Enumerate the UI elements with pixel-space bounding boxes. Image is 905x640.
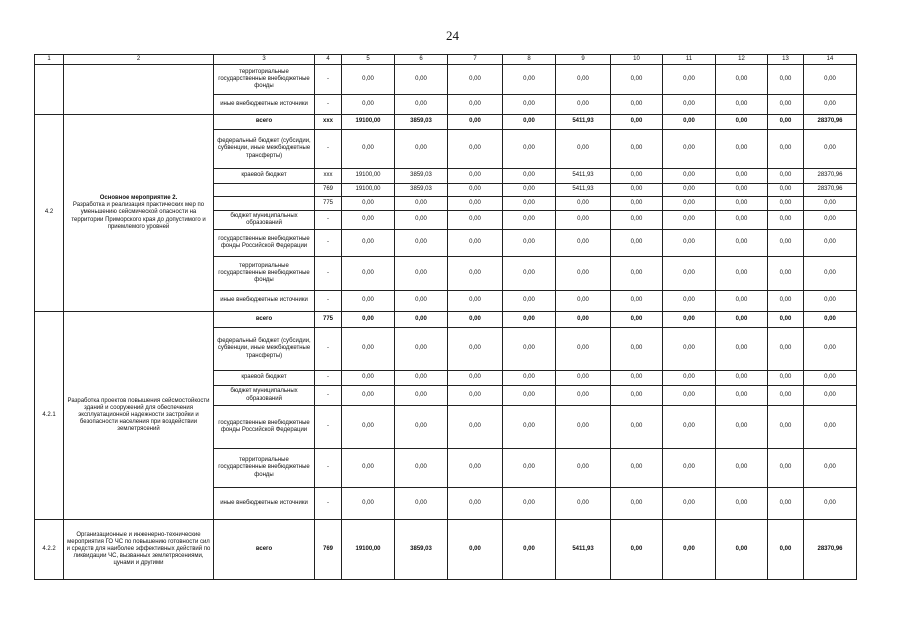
column-header-7: 7 bbox=[448, 55, 503, 65]
amount-cell bbox=[768, 115, 804, 130]
amount-value: 775 bbox=[322, 315, 333, 322]
amount-cell: 0,00 bbox=[663, 386, 716, 406]
amount-value: 0,00 bbox=[362, 315, 374, 322]
amount-cell: 0,00 bbox=[448, 291, 503, 312]
amount-cell: 0,00 bbox=[448, 211, 503, 230]
amount-value: 0,00 bbox=[824, 315, 836, 322]
amount-value: 0,00 bbox=[779, 315, 792, 322]
amount-cell bbox=[448, 115, 503, 130]
amount-cell bbox=[716, 115, 768, 130]
column-header-4: 4 bbox=[315, 55, 342, 65]
amount-cell: 0,00 bbox=[395, 257, 448, 291]
amount-value: 3859,03 bbox=[410, 118, 432, 125]
header-row bbox=[35, 55, 857, 65]
amount-cell: 0,00 bbox=[448, 406, 503, 449]
funding-source: краевой бюджет bbox=[214, 169, 315, 184]
amount-cell: 0,00 bbox=[716, 95, 768, 115]
funding-source: иные внебюджетные источники bbox=[214, 291, 315, 312]
amount-cell: 0,00 bbox=[556, 257, 611, 291]
amount-value: 0,00 bbox=[735, 545, 748, 552]
amount-cell: 0,00 bbox=[768, 184, 804, 197]
amount-cell: 0,00 bbox=[448, 169, 503, 184]
activity-description bbox=[64, 520, 214, 580]
amount-cell: 0,00 bbox=[611, 211, 663, 230]
amount-value: 0,00 bbox=[735, 315, 748, 322]
amount-cell: 0,00 bbox=[611, 169, 663, 184]
amount-cell bbox=[611, 312, 663, 328]
budget-table bbox=[34, 54, 857, 580]
amount-value: 0,00 bbox=[469, 545, 481, 552]
column-header-12: 12 bbox=[716, 55, 768, 65]
amount-cell bbox=[503, 115, 556, 130]
amount-cell: 0,00 bbox=[503, 197, 556, 211]
amount-cell: 0,00 bbox=[503, 406, 556, 449]
amount-cell: 0,00 bbox=[716, 371, 768, 386]
row-code: 4.2.2 bbox=[35, 520, 64, 580]
amount-cell: 0,00 bbox=[716, 291, 768, 312]
budget-code-cell bbox=[315, 312, 342, 328]
amount-cell: 0,00 bbox=[342, 406, 395, 449]
activity-description bbox=[64, 312, 214, 520]
column-header-3: 3 bbox=[214, 55, 315, 65]
amount-cell: 0,00 bbox=[342, 65, 395, 95]
amount-value: 0,00 bbox=[523, 545, 535, 552]
amount-cell: 0,00 bbox=[768, 406, 804, 449]
amount-cell bbox=[342, 520, 395, 580]
amount-cell: 0,00 bbox=[663, 230, 716, 257]
amount-cell: 0,00 bbox=[556, 371, 611, 386]
budget-code-cell: - bbox=[315, 230, 342, 257]
amount-cell: 0,00 bbox=[804, 488, 857, 520]
budget-code-cell bbox=[315, 520, 342, 580]
column-header-6: 6 bbox=[395, 55, 448, 65]
amount-cell: 0,00 bbox=[556, 130, 611, 169]
amount-cell: 0,00 bbox=[663, 257, 716, 291]
amount-cell: 0,00 bbox=[768, 257, 804, 291]
amount-cell: 0,00 bbox=[663, 291, 716, 312]
funding-source bbox=[214, 520, 315, 580]
amount-cell bbox=[768, 520, 804, 580]
budget-code-cell: - bbox=[315, 211, 342, 230]
amount-cell: 0,00 bbox=[342, 197, 395, 211]
funding-source: государственные внебюджетные фонды Российской Федерации bbox=[214, 230, 315, 257]
amount-cell: 0,00 bbox=[611, 449, 663, 488]
amount-cell: 0,00 bbox=[556, 488, 611, 520]
amount-cell: 0,00 bbox=[342, 386, 395, 406]
amount-value: 28370,96 bbox=[817, 545, 843, 552]
column-header-9: 9 bbox=[556, 55, 611, 65]
amount-cell: 0,00 bbox=[342, 371, 395, 386]
amount-cell: 0,00 bbox=[342, 230, 395, 257]
funding-source: краевой бюджет bbox=[214, 371, 315, 386]
amount-cell: 0,00 bbox=[448, 184, 503, 197]
amount-cell: 0,00 bbox=[556, 449, 611, 488]
amount-cell: 0,00 bbox=[395, 211, 448, 230]
amount-cell: 5411,93 bbox=[556, 184, 611, 197]
amount-cell: 0,00 bbox=[556, 211, 611, 230]
amount-value: 0,00 bbox=[469, 118, 481, 125]
amount-value: 0,00 bbox=[683, 545, 695, 552]
amount-cell: 0,00 bbox=[663, 184, 716, 197]
amount-cell: 0,00 bbox=[556, 95, 611, 115]
budget-code-cell bbox=[315, 115, 342, 130]
budget-code-cell: - bbox=[315, 130, 342, 169]
amount-cell: 0,00 bbox=[611, 230, 663, 257]
table-row bbox=[35, 115, 857, 130]
amount-cell: 3859,03 bbox=[395, 169, 448, 184]
amount-value: 0,00 bbox=[683, 315, 695, 322]
amount-cell: 0,00 bbox=[716, 130, 768, 169]
amount-cell bbox=[556, 115, 611, 130]
amount-value: 0,00 bbox=[735, 118, 748, 125]
funding-source-label: всего bbox=[255, 118, 273, 125]
amount-cell bbox=[611, 520, 663, 580]
amount-cell: 0,00 bbox=[768, 65, 804, 95]
amount-cell bbox=[395, 312, 448, 328]
amount-cell: 0,00 bbox=[663, 211, 716, 230]
amount-cell: 0,00 bbox=[342, 488, 395, 520]
amount-cell: 0,00 bbox=[804, 449, 857, 488]
amount-cell: 0,00 bbox=[804, 291, 857, 312]
amount-cell: 0,00 bbox=[503, 184, 556, 197]
amount-cell bbox=[556, 312, 611, 328]
row-code: 4.2 bbox=[35, 115, 64, 312]
amount-cell: 0,00 bbox=[448, 230, 503, 257]
amount-cell: 0,00 bbox=[611, 95, 663, 115]
amount-value: 0,00 bbox=[630, 545, 643, 552]
amount-cell: 0,00 bbox=[556, 230, 611, 257]
funding-source bbox=[214, 115, 315, 130]
amount-value: 0,00 bbox=[415, 315, 427, 322]
amount-cell: 0,00 bbox=[448, 488, 503, 520]
amount-cell: 0,00 bbox=[395, 488, 448, 520]
amount-cell: 0,00 bbox=[503, 95, 556, 115]
amount-cell: 0,00 bbox=[611, 130, 663, 169]
row-code: 4.2.1 bbox=[35, 312, 64, 520]
funding-source bbox=[214, 197, 315, 211]
amount-cell bbox=[804, 312, 857, 328]
amount-cell: 0,00 bbox=[716, 197, 768, 211]
funding-source: федеральный бюджет (субсидии, субвенции, иные межбюджетные трансферты) bbox=[214, 130, 315, 169]
amount-cell bbox=[448, 312, 503, 328]
amount-cell: 0,00 bbox=[768, 328, 804, 371]
amount-cell: 0,00 bbox=[503, 371, 556, 386]
amount-cell: 0,00 bbox=[768, 197, 804, 211]
amount-cell: 0,00 bbox=[716, 257, 768, 291]
amount-cell: 0,00 bbox=[503, 328, 556, 371]
amount-cell: 0,00 bbox=[556, 197, 611, 211]
column-header-8: 8 bbox=[503, 55, 556, 65]
amount-cell: 19100,00 bbox=[342, 169, 395, 184]
funding-source: бюджет муниципальных образований bbox=[214, 386, 315, 406]
amount-cell: 0,00 bbox=[611, 371, 663, 386]
amount-cell bbox=[804, 520, 857, 580]
amount-cell: 0,00 bbox=[768, 95, 804, 115]
amount-cell: 0,00 bbox=[663, 488, 716, 520]
amount-cell: 0,00 bbox=[448, 449, 503, 488]
amount-cell bbox=[716, 520, 768, 580]
amount-cell: 0,00 bbox=[804, 65, 857, 95]
amount-cell: 0,00 bbox=[395, 95, 448, 115]
budget-code-cell: - bbox=[315, 371, 342, 386]
amount-cell: 0,00 bbox=[663, 406, 716, 449]
amount-cell: 0,00 bbox=[768, 130, 804, 169]
amount-cell: 3859,03 bbox=[395, 184, 448, 197]
budget-code-cell: - bbox=[315, 291, 342, 312]
budget-code-cell: - bbox=[315, 488, 342, 520]
amount-value: 0,00 bbox=[779, 118, 792, 125]
column-header-13: 13 bbox=[768, 55, 804, 65]
table-row bbox=[35, 65, 857, 95]
amount-cell bbox=[395, 520, 448, 580]
amount-cell: 0,00 bbox=[768, 291, 804, 312]
amount-cell: 0,00 bbox=[768, 449, 804, 488]
amount-cell: 0,00 bbox=[342, 328, 395, 371]
amount-cell: 0,00 bbox=[395, 130, 448, 169]
amount-cell: 0,00 bbox=[611, 184, 663, 197]
amount-cell: 0,00 bbox=[611, 257, 663, 291]
amount-cell: 0,00 bbox=[448, 257, 503, 291]
page-number: 24 bbox=[446, 28, 459, 43]
budget-code-cell: - bbox=[315, 328, 342, 371]
amount-cell: 0,00 bbox=[448, 65, 503, 95]
amount-cell: 0,00 bbox=[503, 449, 556, 488]
row-code bbox=[35, 65, 64, 115]
amount-cell: 0,00 bbox=[611, 406, 663, 449]
funding-source: федеральный бюджет (субсидии, субвенции, иные межбюджетные трансферты) bbox=[214, 328, 315, 371]
amount-cell bbox=[768, 312, 804, 328]
table-row bbox=[35, 312, 857, 328]
amount-cell: 0,00 bbox=[342, 130, 395, 169]
funding-source bbox=[214, 312, 315, 328]
column-header-5: 5 bbox=[342, 55, 395, 65]
amount-cell: 0,00 bbox=[503, 211, 556, 230]
amount-cell: 0,00 bbox=[716, 406, 768, 449]
activity-text: Организационные и инженерно-технические мероприятия ГО ЧС по повышению готовности сил и средств для наиболее эффективных действий по ликвидации ЧС, вызванных землетрясениями, цунами и другими bbox=[66, 531, 211, 567]
amount-value: 3859,03 bbox=[410, 545, 432, 552]
amount-cell: 0,00 bbox=[663, 449, 716, 488]
amount-value: 5411,93 bbox=[572, 118, 594, 125]
budget-code-cell: 769 bbox=[315, 184, 342, 197]
funding-source: иные внебюджетные источники bbox=[214, 95, 315, 115]
budget-code-cell: - bbox=[315, 406, 342, 449]
amount-cell: 28370,96 bbox=[804, 169, 857, 184]
amount-cell: 0,00 bbox=[804, 211, 857, 230]
amount-cell bbox=[503, 520, 556, 580]
funding-source-label: всего bbox=[255, 545, 273, 552]
amount-cell: 0,00 bbox=[395, 65, 448, 95]
activity-text: Разработка и реализация практических мер по уменьшению сейсмической опасности на территории Приморского края до допустимого и приемлемого уровней bbox=[71, 202, 206, 230]
amount-cell: 0,00 bbox=[556, 386, 611, 406]
funding-source: бюджет муниципальных образований bbox=[214, 211, 315, 230]
activity-title: Основное мероприятие 2. bbox=[99, 195, 178, 202]
amount-cell: 0,00 bbox=[342, 257, 395, 291]
amount-value: 19100,00 bbox=[355, 118, 381, 125]
amount-cell: 0,00 bbox=[663, 371, 716, 386]
table-body bbox=[35, 65, 857, 580]
amount-cell: 0,00 bbox=[716, 230, 768, 257]
amount-cell: 0,00 bbox=[804, 130, 857, 169]
amount-cell: 0,00 bbox=[716, 169, 768, 184]
amount-cell: 0,00 bbox=[611, 488, 663, 520]
amount-cell: 0,00 bbox=[768, 488, 804, 520]
amount-cell: 0,00 bbox=[768, 371, 804, 386]
amount-cell bbox=[342, 115, 395, 130]
amount-cell: 0,00 bbox=[556, 291, 611, 312]
amount-cell: 0,00 bbox=[768, 169, 804, 184]
amount-cell: 0,00 bbox=[395, 386, 448, 406]
amount-cell: 0,00 bbox=[342, 449, 395, 488]
amount-cell: 0,00 bbox=[663, 95, 716, 115]
funding-source-label: всего bbox=[255, 315, 273, 322]
amount-value: 5411,93 bbox=[572, 545, 594, 552]
funding-source: иные внебюджетные источники bbox=[214, 488, 315, 520]
amount-cell bbox=[395, 115, 448, 130]
amount-cell: 0,00 bbox=[804, 386, 857, 406]
amount-cell: 28370,96 bbox=[804, 184, 857, 197]
amount-cell: 0,00 bbox=[804, 197, 857, 211]
amount-cell: 0,00 bbox=[804, 257, 857, 291]
funding-source: территориальные государственные внебюджетные фонды bbox=[214, 449, 315, 488]
amount-cell: 0,00 bbox=[342, 291, 395, 312]
amount-cell: 5411,93 bbox=[556, 169, 611, 184]
amount-cell bbox=[556, 520, 611, 580]
amount-cell: 0,00 bbox=[663, 197, 716, 211]
amount-value: 0,00 bbox=[523, 315, 535, 322]
amount-value: 0,00 bbox=[683, 118, 695, 125]
amount-cell: 0,00 bbox=[503, 230, 556, 257]
amount-value: 0,00 bbox=[630, 315, 643, 322]
amount-cell: 0,00 bbox=[342, 95, 395, 115]
amount-cell: 0,00 bbox=[768, 230, 804, 257]
amount-cell: 0,00 bbox=[395, 197, 448, 211]
amount-cell: 0,00 bbox=[804, 406, 857, 449]
amount-cell bbox=[804, 115, 857, 130]
amount-cell: 0,00 bbox=[611, 386, 663, 406]
amount-cell bbox=[663, 312, 716, 328]
amount-cell: 0,00 bbox=[556, 406, 611, 449]
amount-cell: 0,00 bbox=[716, 328, 768, 371]
amount-value: 19100,00 bbox=[355, 545, 381, 552]
budget-code-cell: - bbox=[315, 449, 342, 488]
amount-cell: 0,00 bbox=[663, 169, 716, 184]
amount-value: 0,00 bbox=[469, 315, 481, 322]
amount-cell: 0,00 bbox=[611, 197, 663, 211]
budget-code-cell: - bbox=[315, 95, 342, 115]
budget-code-cell: ххх bbox=[315, 169, 342, 184]
activity-description bbox=[64, 65, 214, 115]
funding-source: территориальные государственные внебюджетные фонды bbox=[214, 257, 315, 291]
amount-value: 0,00 bbox=[630, 118, 643, 125]
amount-value: 0,00 bbox=[523, 118, 535, 125]
amount-cell: 0,00 bbox=[395, 328, 448, 371]
table-row bbox=[35, 520, 857, 580]
budget-code-cell: 775 bbox=[315, 197, 342, 211]
amount-cell: 0,00 bbox=[804, 230, 857, 257]
amount-cell: 19100,00 bbox=[342, 184, 395, 197]
budget-code-cell: - bbox=[315, 386, 342, 406]
amount-cell: 0,00 bbox=[503, 130, 556, 169]
column-header-14: 14 bbox=[804, 55, 857, 65]
amount-cell: 0,00 bbox=[716, 386, 768, 406]
amount-cell bbox=[663, 115, 716, 130]
amount-cell: 0,00 bbox=[503, 386, 556, 406]
amount-cell bbox=[611, 115, 663, 130]
amount-cell: 0,00 bbox=[716, 449, 768, 488]
amount-cell: 0,00 bbox=[716, 488, 768, 520]
amount-cell bbox=[663, 520, 716, 580]
amount-value: 28370,96 bbox=[817, 118, 843, 125]
amount-cell: 0,00 bbox=[395, 230, 448, 257]
amount-cell: 0,00 bbox=[663, 65, 716, 95]
amount-cell: 0,00 bbox=[716, 184, 768, 197]
amount-cell: 0,00 bbox=[768, 386, 804, 406]
funding-source: государственные внебюджетные фонды Российской Федерации bbox=[214, 406, 315, 449]
amount-cell: 0,00 bbox=[395, 406, 448, 449]
amount-cell: 0,00 bbox=[663, 130, 716, 169]
amount-cell: 0,00 bbox=[395, 371, 448, 386]
amount-cell: 0,00 bbox=[395, 449, 448, 488]
amount-cell: 0,00 bbox=[716, 65, 768, 95]
amount-cell: 0,00 bbox=[804, 95, 857, 115]
amount-cell: 0,00 bbox=[503, 488, 556, 520]
budget-code-cell: - bbox=[315, 65, 342, 95]
amount-cell: 0,00 bbox=[503, 169, 556, 184]
amount-cell: 0,00 bbox=[448, 197, 503, 211]
column-header-2: 2 bbox=[64, 55, 214, 65]
amount-cell: 0,00 bbox=[503, 257, 556, 291]
amount-cell: 0,00 bbox=[395, 291, 448, 312]
column-header-1: 1 bbox=[35, 55, 64, 65]
amount-cell: 0,00 bbox=[503, 65, 556, 95]
amount-value: 769 bbox=[322, 545, 333, 552]
amount-cell: 0,00 bbox=[448, 371, 503, 386]
amount-cell bbox=[448, 520, 503, 580]
amount-cell: 0,00 bbox=[804, 328, 857, 371]
amount-cell: 0,00 bbox=[342, 211, 395, 230]
amount-cell: 0,00 bbox=[611, 65, 663, 95]
amount-cell bbox=[716, 312, 768, 328]
amount-cell: 0,00 bbox=[556, 65, 611, 95]
amount-cell: 0,00 bbox=[716, 211, 768, 230]
amount-cell bbox=[503, 312, 556, 328]
amount-cell: 0,00 bbox=[448, 130, 503, 169]
amount-value: 0,00 bbox=[577, 315, 589, 322]
budget-code-cell: - bbox=[315, 257, 342, 291]
column-header-10: 10 bbox=[611, 55, 663, 65]
amount-cell bbox=[342, 312, 395, 328]
amount-cell: 0,00 bbox=[611, 328, 663, 371]
activity-text: Разработка проектов повышения сейсмостойкости зданий и сооружений для обеспечения эксплуатационной надежности застройки и безопасности населения при воздействии землетрясений bbox=[67, 397, 210, 433]
amount-cell: 0,00 bbox=[768, 211, 804, 230]
amount-cell: 0,00 bbox=[804, 371, 857, 386]
amount-cell: 0,00 bbox=[448, 386, 503, 406]
amount-value: 0,00 bbox=[779, 545, 792, 552]
funding-source bbox=[214, 184, 315, 197]
amount-value: ххх bbox=[322, 118, 333, 125]
column-header-11: 11 bbox=[663, 55, 716, 65]
amount-cell: 0,00 bbox=[556, 328, 611, 371]
activity-description bbox=[64, 115, 214, 312]
amount-cell: 0,00 bbox=[448, 328, 503, 371]
funding-source: территориальные государственные внебюджетные фонды bbox=[214, 65, 315, 95]
amount-cell: 0,00 bbox=[448, 95, 503, 115]
amount-cell: 0,00 bbox=[503, 291, 556, 312]
amount-cell: 0,00 bbox=[611, 291, 663, 312]
amount-cell: 0,00 bbox=[663, 328, 716, 371]
